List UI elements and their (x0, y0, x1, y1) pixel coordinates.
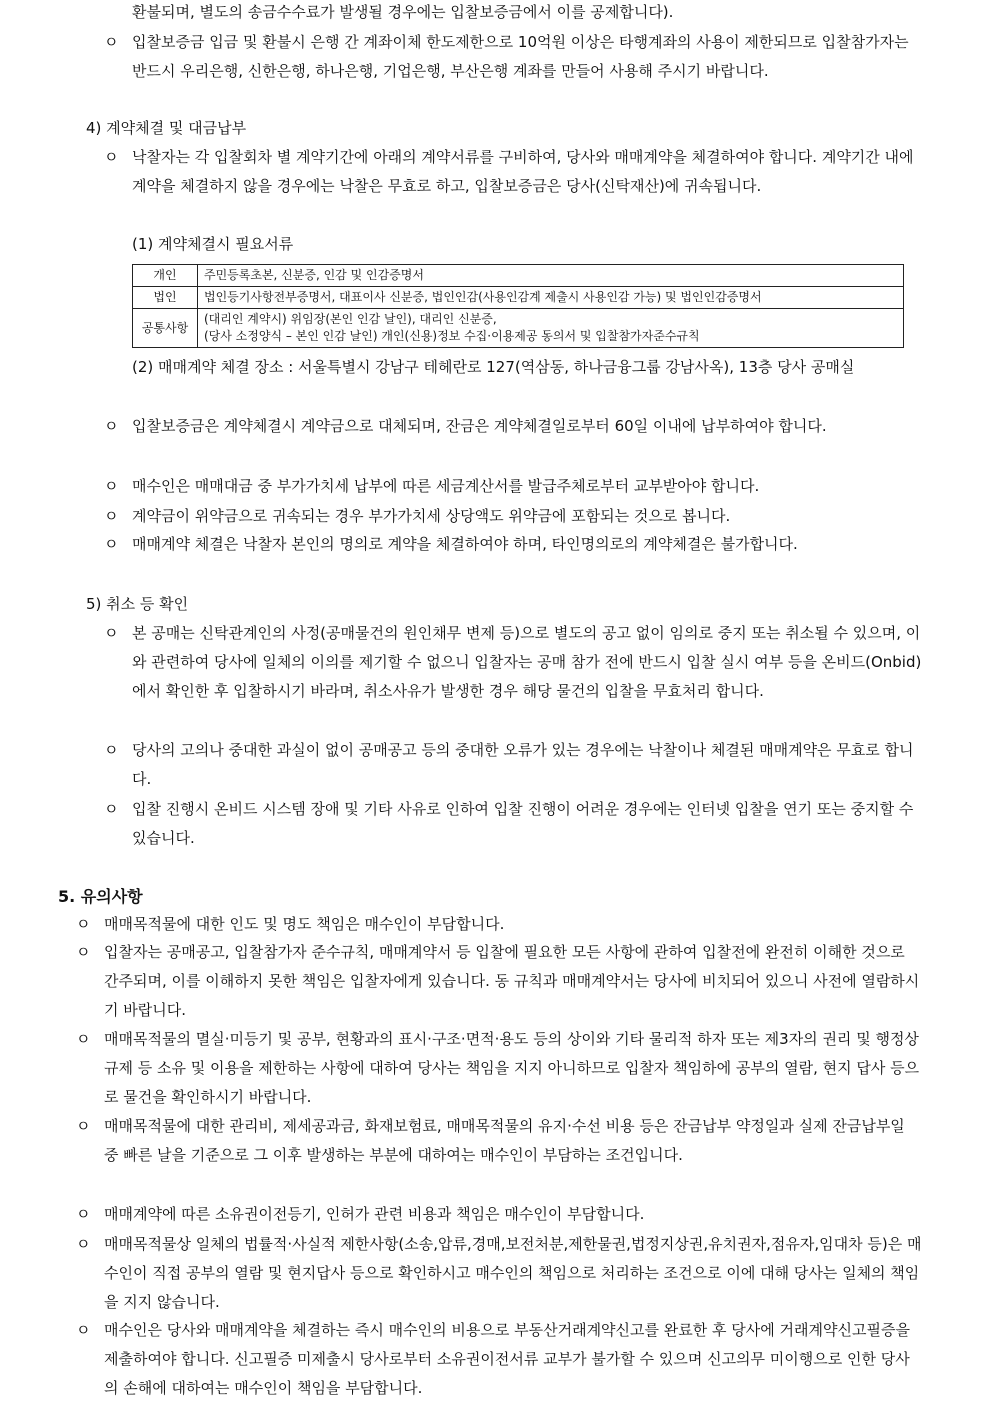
doc-type-cell: 법인 (133, 287, 198, 309)
bullet-text: 당사의 고의나 중대한 과실이 없이 공매공고 등의 중대한 오류가 있는 경우에는 낙찰이나 체결된 매매계약은 무효로 합니다. (132, 741, 914, 788)
doc-list-cell (198, 309, 904, 348)
bullet-text: 본 공매는 신탁관계인의 사정(공매물건의 원인채무 변제 등)으로 별도의 공고 없이 임의로 중지 또는 취소될 수 있으며, 이와 관련하여 당사에 일체의 이의를 제기할 수 없으니 입찰자는 공매 참가 전에 반드시 입찰 실시 여부 등을 온비드(Onbid)에서 확인한 후 입찰하시기 바라며, 취소사유가 발생한 경우 해당 물건의 입찰을 무효처리 합니다. (132, 624, 922, 700)
doc-type-cell: 개인 (133, 265, 198, 287)
bullet-marker: ㅇ (104, 741, 119, 759)
bullet-marker: ㅇ (76, 915, 91, 933)
bullet-note-4 (76, 1112, 922, 1170)
bullet-own-name (104, 530, 922, 559)
bullet-marker: ㅇ (76, 1117, 91, 1135)
docs-title: (1) 계약체결시 필요서류 (132, 235, 294, 253)
table-row (133, 287, 904, 309)
bullet-text: 매매계약 체결은 낙찰자 본인의 명의로 계약을 체결하여야 하며, 타인명의로의 계약체결은 불가합니다. (132, 535, 798, 553)
doc-list-line: (대리인 계약시) 위임장(본인 인감 날인), 대리인 신분증, (204, 312, 497, 326)
bullet-note-3 (76, 1025, 922, 1112)
bullet-marker: ㅇ (104, 148, 119, 166)
bullet-tax-invoice (104, 472, 922, 501)
bullet-contract-intro (104, 143, 922, 201)
bullet-note-6 (76, 1230, 922, 1317)
bullet-text: 매수인은 당사와 매매계약을 체결하는 즉시 매수인의 비용으로 부동산거래계약신고를 완료한 후 당사에 거래계약신고필증을 제출하여야 합니다. 신고필증 미제출시 당사로부터 소유권이전서류 교부가 불가할 수 있으며 신고의무 미이행으로 인한 당사의 손해에 대하여는 매수인이 책임을 부담합니다. (104, 1321, 910, 1397)
bullet-text: 입찰 진행시 온비드 시스템 장애 및 기타 사유로 인하여 입찰 진행이 어려운 경우에는 인터넷 입찰을 연기 또는 중지할 수 있습니다. (132, 800, 914, 847)
doc-type-cell: 공통사항 (133, 309, 198, 348)
table-row (133, 265, 904, 287)
doc-list-cell: 법인등기사항전부증명서, 대표이사 신분증, 법인인감(사용인감계 제출시 사용인감 가능) 및 법인인감증명서 (198, 287, 904, 309)
bullet-penalty (104, 502, 922, 531)
bullet-text: 낙찰자는 각 입찰회차 별 계약기간에 아래의 계약서류를 구비하여, 당사와 매매계약을 체결하여야 합니다. 계약기간 내에 계약을 체결하지 않을 경우에는 낙찰은 무효로 하고, 입찰보증금은 당사(신탁재산)에 귀속됩니다. (132, 148, 914, 195)
bullet-note-5 (76, 1200, 922, 1229)
bullet-marker: ㅇ (76, 1030, 91, 1048)
bullet-note-2 (76, 938, 922, 1025)
bullet-cancel-3 (104, 795, 922, 853)
bullet-text: 매매목적물에 대한 인도 및 명도 책임은 매수인이 부담합니다. (104, 915, 505, 933)
bullet-marker: ㅇ (104, 535, 119, 553)
bullet-text: 매매목적물에 대한 관리비, 제세공과금, 화재보험료, 매매목적물의 유지·수선 비용 등은 잔금납부 약정일과 실제 잔금납부일 중 빠른 날을 기준으로 그 이후 발생하는 부분에 대하여는 매수인이 부담하는 조건입니다. (104, 1117, 905, 1164)
bullet-text: 입찰보증금 입금 및 환불시 은행 간 계좌이체 한도제한으로 10억원 이상은 타행계좌의 사용이 제한되므로 입찰참가자는 반드시 우리은행, 신한은행, 하나은행, 기업은행, 부산은행 계좌를 만들어 사용해 주시기 바랍니다. (132, 33, 909, 80)
item-heading-contract: 4) 계약체결 및 대금납부 (86, 119, 247, 137)
required-documents-table (132, 264, 904, 348)
bullet-marker: ㅇ (76, 1235, 91, 1253)
doc-list-line: (당사 소정양식 – 본인 인감 날인) 개인(신용)정보 수집·이용제공 동의서 및 입찰참가자준수규칙 (204, 329, 700, 343)
bullet-marker: ㅇ (104, 477, 119, 495)
doc-list-cell: 주민등록초본, 신분증, 인감 및 인감증명서 (198, 265, 904, 287)
bullet-marker: ㅇ (104, 624, 119, 642)
bullet-marker: ㅇ (104, 507, 119, 525)
table-row (133, 309, 904, 348)
bullet-deposit (104, 412, 922, 441)
bullet-note-1 (76, 910, 922, 939)
bullet-text: 입찰자는 공매공고, 입찰참가자 준수규칙, 매매계약서 등 입찰에 필요한 모든 사항에 관하여 입찰전에 완전히 이해한 것으로 간주되며, 이를 이해하지 못한 책임은 입찰자에게 있습니다. 동 규칙과 매매계약서는 당사에 비치되어 있으니 사전에 열람하시기 바랍니다. (104, 943, 920, 1019)
item-heading-cancel: 5) 취소 등 확인 (86, 595, 189, 613)
bullet-marker: ㅇ (76, 1205, 91, 1223)
bullet-text: 매매목적물의 멸실·미등기 및 공부, 현황과의 표시·구조·면적·용도 등의 상이와 기타 물리적 하자 또는 제3자의 권리 및 행정상 규제 등 소유 및 이용을 제한하는 사항에 대하여 당사는 책임을 지지 아니하므로 입찰자 책임하에 공부의 열람, 현지 답사 등으로 물건을 확인하시기 바랍니다. (104, 1030, 920, 1106)
section-heading-notes: 5. 유의사항 (58, 887, 143, 906)
contract-place: (2) 매매계약 체결 장소 : 서울특별시 강남구 테헤란로 127(역삼동, 하나금융그룹 강남사옥), 13층 당사 공매실 (132, 358, 855, 376)
bullet-note-7 (76, 1316, 922, 1403)
bullet-marker: ㅇ (76, 1321, 91, 1339)
bullet-marker: ㅇ (76, 943, 91, 961)
bullet-text: 계약금이 위약금으로 귀속되는 경우 부가가치세 상당액도 위약금에 포함되는 것으로 봅니다. (132, 507, 731, 525)
bullet-marker: ㅇ (104, 800, 119, 818)
bullet-text: 매수인은 매매대금 중 부가가치세 납부에 따른 세금계산서를 발급주체로부터 교부받아야 합니다. (132, 477, 760, 495)
bullet-cancel-1 (104, 619, 922, 706)
bullet-text: 매매목적물상 일체의 법률적·사실적 제한사항(소송,압류,경매,보전처분,제한물권,법정지상권,유치권자,점유자,임대차 등)은 매수인이 직접 공부의 열람 및 현지답사 등으로 확인하시고 매수인의 책임으로 처리하는 조건으로 이에 대해 당사는 일체의 책임을 지지 않습니다. (104, 1235, 922, 1311)
bullet-text: 매매계약에 따른 소유권이전등기, 인허가 관련 비용과 책임은 매수인이 부담합니다. (104, 1205, 645, 1223)
bullet-marker: ㅇ (104, 417, 119, 435)
bullet-text: 입찰보증금은 계약체결시 계약금으로 대체되며, 잔금은 계약체결일로부터 60일 이내에 납부하여야 합니다. (132, 417, 827, 435)
bullet-cancel-2 (104, 736, 922, 794)
bullet-bank-note (104, 28, 922, 86)
paragraph-continuation: 환불되며, 별도의 송금수수료가 발생될 경우에는 입찰보증금에서 이를 공제합니다). (132, 3, 674, 21)
bullet-marker: ㅇ (104, 33, 119, 51)
